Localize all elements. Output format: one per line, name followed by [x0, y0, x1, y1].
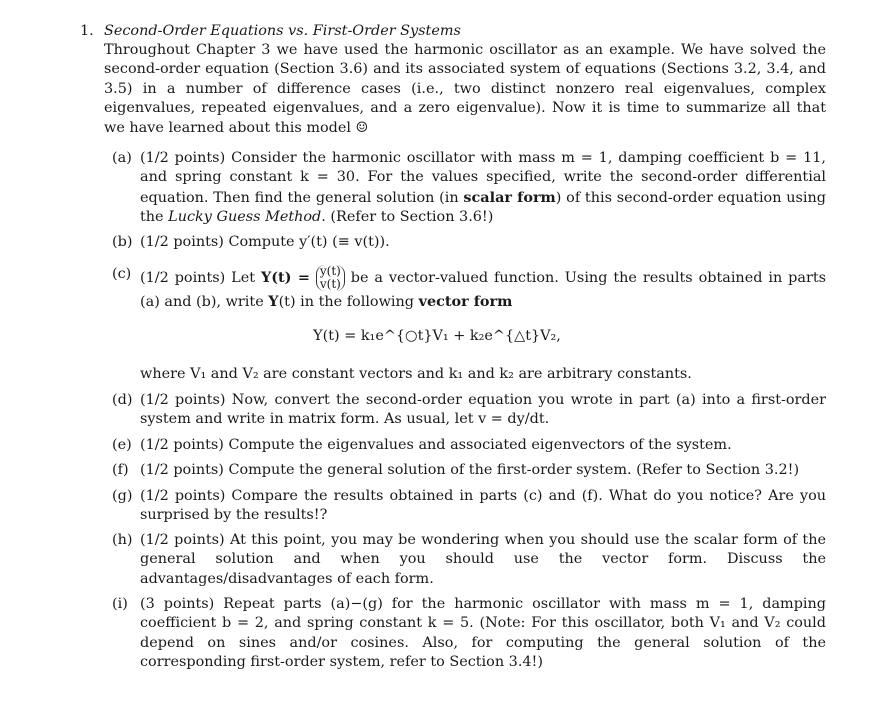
- part-text: (3 points) Repeat parts (a)−(g) for the harmonic oscillator with mass m = 1, damping coefficient b = 2, and spring constant k = 5. (Note: For this oscillator, both V₁ and V₂ could depend on sines and/or cosines. Also, for computing the general solution of the corresponding first-order system, refer to Section 3.4!): [140, 596, 826, 671]
- part-b: [112, 233, 826, 252]
- part-label: (h): [112, 532, 133, 548]
- part-label: (a): [112, 150, 132, 166]
- problem-title: Second-Order Equations vs. First-Order Systems: [104, 23, 461, 39]
- part-label: (e): [112, 437, 132, 453]
- part-h: [112, 531, 826, 589]
- part-e: [112, 436, 826, 455]
- problem-intro: Throughout Chapter 3 we have used the harmonic oscillator as an example. We have solved the second-order equation (Section 3.6) and its associated system of equations (Sections 3.2, 3.4, and 3.5) in a number of difference cases (i.e., two distinct nonzero real eigenvalues, complex eigenvalues, repeated eigenvalues, and a zero eigenvalue). Now it is time to summarize all that we have learned about this model ☺: [104, 42, 826, 136]
- part-d: [112, 391, 826, 430]
- part-text: (1/2 points) Compute y′(t) (≡ v(t)).: [140, 234, 390, 250]
- part-text: (1/2 points) Now, convert the second-order equation you wrote in part (a) into a first-order system and write in matrix form. As usual, let v = dy/dt.: [140, 392, 826, 428]
- part-label: (g): [112, 488, 133, 504]
- after-equation: where V₁ and V₂ are constant vectors and k₁ and k₂ are arbitrary constants.: [140, 366, 692, 382]
- part-label: (f): [112, 462, 129, 478]
- part-label: (b): [112, 234, 133, 250]
- part-label: (c): [112, 266, 132, 282]
- part-text: (1/2 points) Compare the results obtained in parts (c) and (f). What do you notice? Are you surprised by the results!?: [140, 488, 826, 524]
- part-text: (1/2 points) Let Y(t) = y(t) v(t) be a vector-valued function. Using the results obtained in parts (a) and (b), write Y(t) in the following vector form: [140, 264, 826, 310]
- part-i: [112, 595, 826, 673]
- part-f: [112, 461, 826, 480]
- part-text: (1/2 points) Consider the harmonic oscillator with mass m = 1, damping coefficient b = 11, and spring constant k = 30. For the values specified, write the second-order differential equation. Then find the general solution (in scalar form) of this second-order equation using the Lucky Guess Method. (Refer to Section 3.6!): [140, 150, 826, 226]
- part-g: [112, 487, 826, 526]
- part-c: [112, 265, 826, 313]
- vector-y-v: y(t) v(t): [316, 265, 345, 291]
- vector-form-equation: Y(t) = k₁e^{○t}V₁ + k₂e^{△t}V₂,: [313, 328, 561, 344]
- part-text: (1/2 points) At this point, you may be wondering when you should use the scalar form of the general solution and when you should use the vector form. Discuss the advantages/disadvantages of each form.: [140, 532, 826, 587]
- part-text: (1/2 points) Compute the eigenvalues and associated eigenvectors of the system.: [140, 437, 732, 453]
- problem-number: 1.: [80, 23, 94, 39]
- part-text: (1/2 points) Compute the general solution of the first-order system. (Refer to Section 3.2!): [140, 462, 800, 478]
- part-a: [112, 149, 826, 228]
- part-label: (i): [112, 596, 128, 612]
- part-label: (d): [112, 392, 133, 408]
